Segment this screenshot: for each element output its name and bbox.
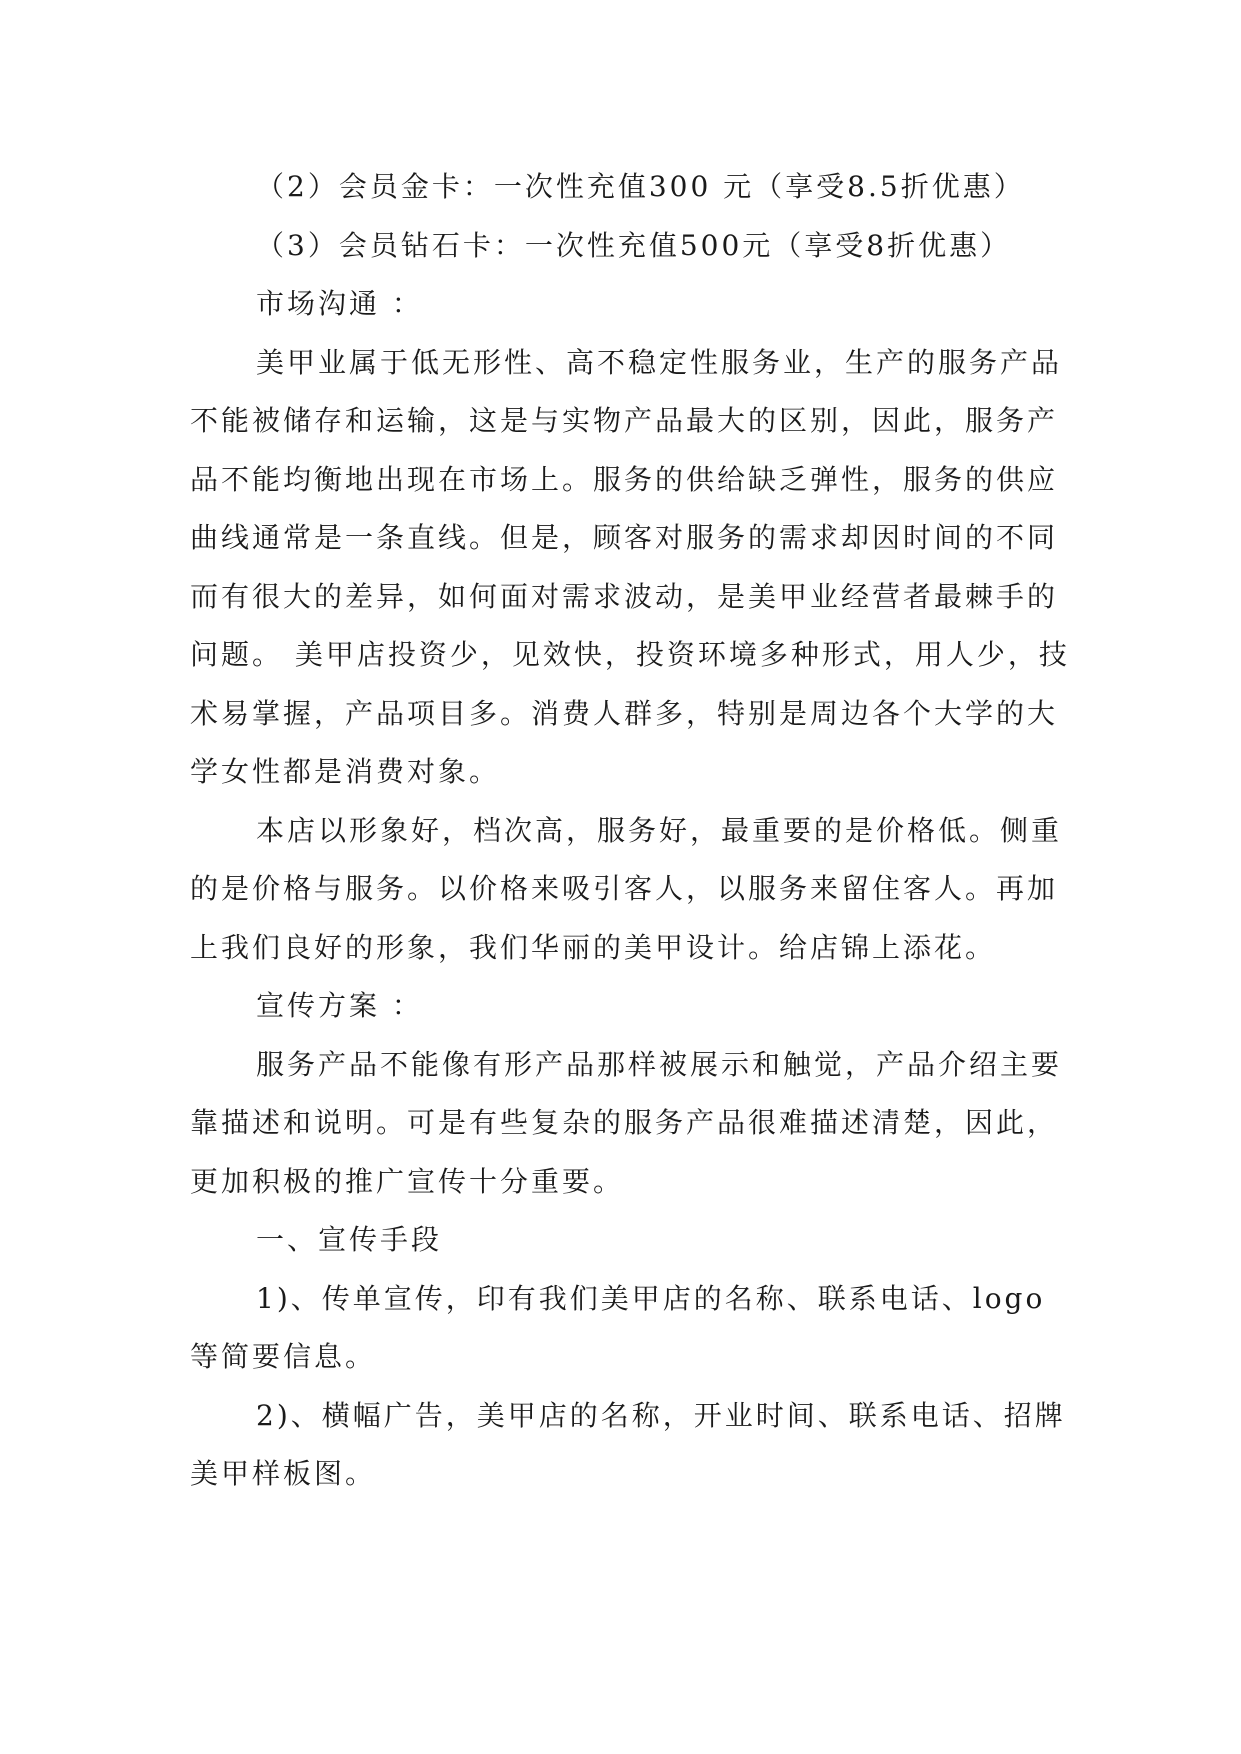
document-body xyxy=(190,158,1070,1504)
list-item-banner-ads: 2)、横幅广告，美甲店的名称，开业时间、联系电话、招牌美甲样板图。 xyxy=(190,1398,1066,1490)
paragraph-diamond-card: （3）会员钻石卡：一次性充值500元（享受8折优惠） xyxy=(256,228,1012,262)
paragraph-industry-analysis: 美甲业属于低无形性、高不稳定性服务业，生产的服务产品不能被储存和运输，这是与实物产品最大的区别，因此，服务产品不能均衡地出现在市场上。服务的供给缺乏弹性，服务的供应曲线通常是一条直线。但是，顾客对服务的需求却因时间的不同而有很大的差异，如何面对需求波动，是美甲业经营者最棘手的问题。 美甲店投资少，见效快，投资环境多种形式，用人少，技术易掌握，产品项目多。消费人群多，特别是周边各个大学的大学女性都是消费对象。 xyxy=(190,345,1070,788)
paragraph-promotion-intro: 服务产品不能像有形产品那样被展示和触觉，产品介绍主要靠描述和说明。可是有些复杂的服务产品很难描述清楚，因此，更加积极的推广宣传十分重要。 xyxy=(190,1047,1063,1198)
heading-promotion-plan: 宣传方案 ： xyxy=(256,989,423,1022)
paragraph-store-positioning: 本店以形象好，档次高，服务好，最重要的是价格低。侧重的是价格与服务。以价格来吸引客人，以服务来留住客人。再加上我们良好的形象，我们华丽的美甲设计。给店锦上添花。 xyxy=(190,813,1063,964)
heading-promotion-methods: 一、宣传手段 xyxy=(256,1223,443,1256)
heading-market-communication: 市场沟通 ： xyxy=(256,287,423,320)
list-item-flyers: 1)、传单宣传，印有我们美甲店的名称、联系电话、logo等简要信息。 xyxy=(190,1281,1046,1373)
paragraph-gold-card: （2）会员金卡：一次性充值300 元（享受8.5折优惠） xyxy=(256,170,1025,203)
